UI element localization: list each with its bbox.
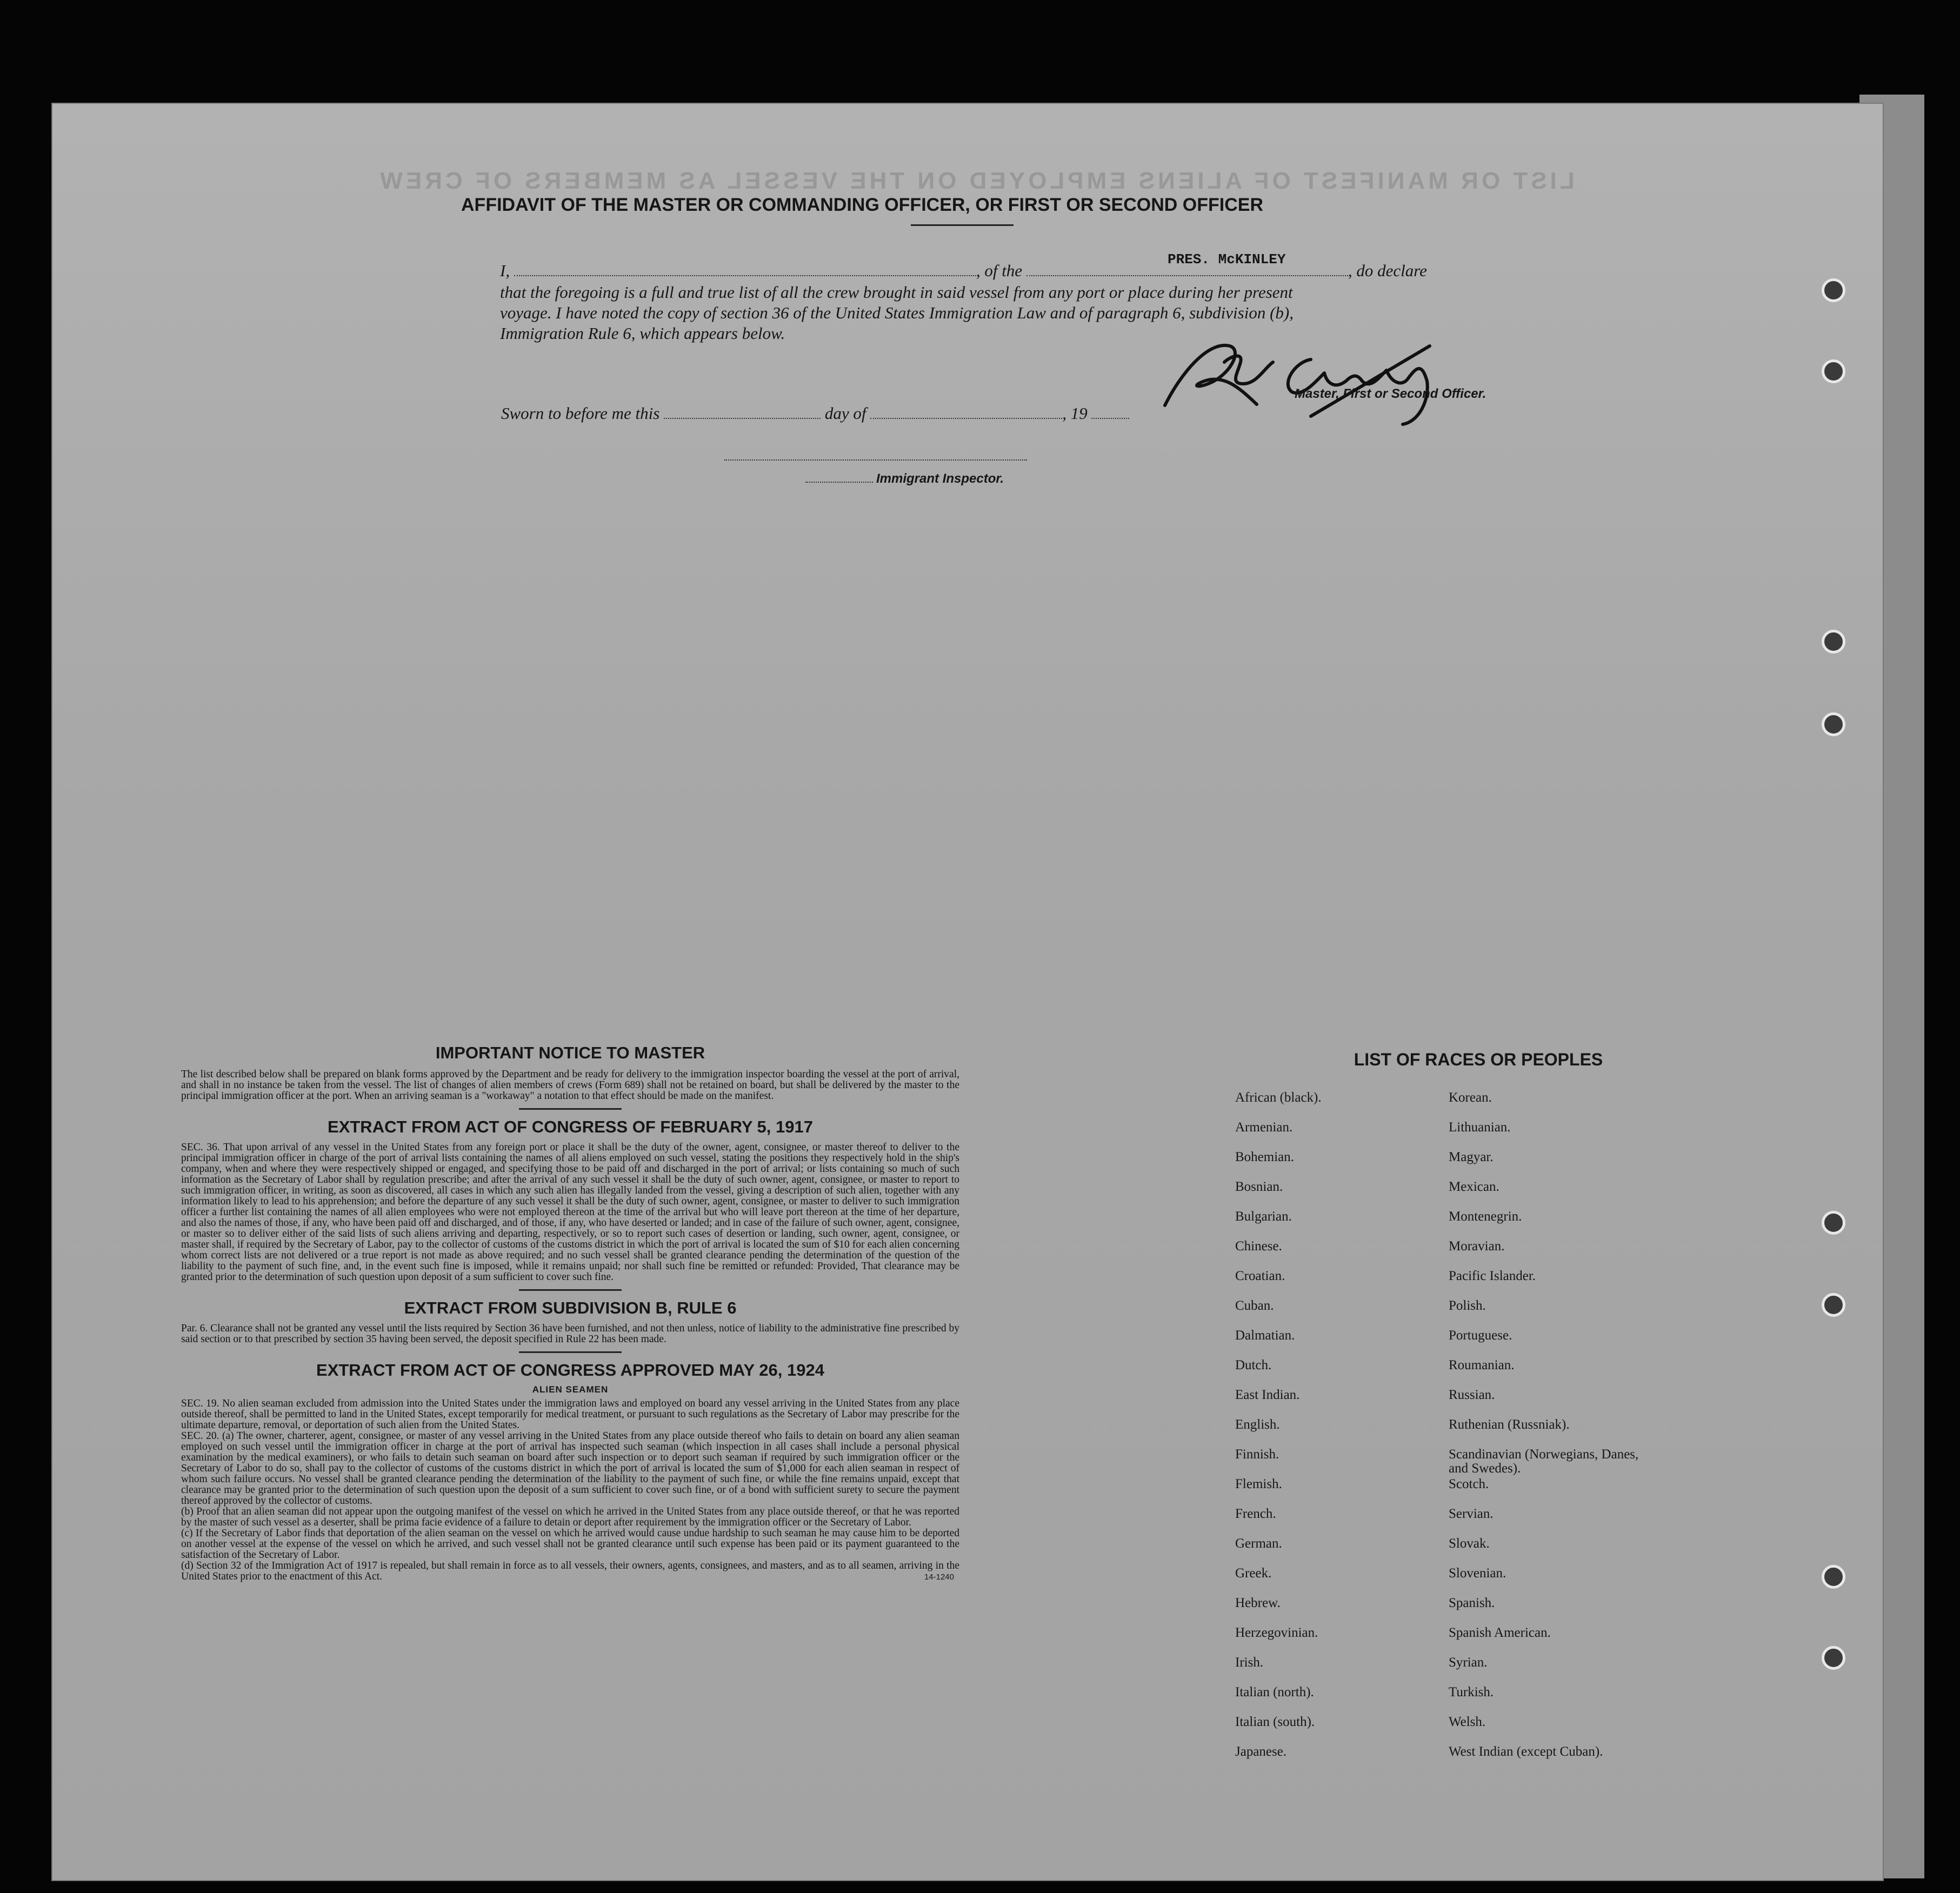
race-item: Dutch.: [1235, 1358, 1272, 1372]
do-declare-text: , do declare: [1348, 261, 1427, 280]
race-row: [1235, 1507, 1803, 1537]
extract-1924-sec20c: (c) If the Secretary of Labor finds that deportation of the alien seaman on the vessel on which he arrived would cause undue hardship to such seaman he may cause him to be deported on another vessel at the expense of the vessel on which he arrived, and such vessel shall not be granted clearance until such expense has been paid or its payment guaranteed to the satisfaction of the Secretary of Labor.: [181, 1528, 959, 1561]
notice-body: The list described below shall be prepared on blank forms approved by the Department and be ready for delivery to the immigration inspector boarding the vessel at the port of arrival, and shall in no instance be taken from the vessel. The list of changes of alien members of crews (Form 689) shall not be retained on board, but shall be delivered by the master to the principal immigration officer at the port. When an arriving seaman is a "workaway" a notation to that effect should be made on the manifest.: [181, 1069, 959, 1102]
affidavit-line-4: Immigration Rule 6, which appears below.: [500, 324, 785, 343]
races-list: [1235, 1091, 1803, 1775]
of-the-text: , of the: [976, 261, 1023, 280]
race-item: Portuguese.: [1449, 1328, 1512, 1343]
race-item: Bosnian.: [1235, 1179, 1283, 1194]
divider: [519, 1351, 622, 1353]
notice-title: IMPORTANT NOTICE TO MASTER: [435, 1043, 705, 1062]
extract-1924-sec20b: (b) Proof that an alien seaman did not appear upon the outgoing manifest of the vessel on which he arrived in the United States from any place outside thereof, or that he was reported by the master of such vessel as a deserter, shall be prima facie evidence of a failure to detain or deport after requirement by the immigration officer or the Secretary of Labor.: [181, 1506, 959, 1528]
race-item: Bulgarian.: [1235, 1209, 1292, 1224]
punch-hole: [1822, 1293, 1845, 1317]
race-item: German.: [1235, 1536, 1282, 1551]
race-item: Turkish.: [1449, 1685, 1494, 1699]
bleed-through-heading: LIST OR MANIFEST OF ALIENS EMPLOYED ON THE VESSEL AS MEMBERS OF CREW: [377, 168, 1575, 194]
title-rule: [911, 224, 1014, 226]
signature-label: Master, First or Second Officer.: [1295, 386, 1486, 401]
race-row: [1235, 1091, 1803, 1121]
race-item: East Indian.: [1235, 1388, 1300, 1402]
notices-column: [181, 1043, 959, 1582]
extract-1924-sec20a: SEC. 20. (a) The owner, charterer, agent, consignee, or master of any vessel arriving in the United States from any place outside thereof who fails to detain on board any alien seaman employed on such vessel until the immigration officer in charge at the port of arrival has inspected such seaman (which inspection in all cases shall include a personal physical examination by the medical examiners), or who fails to detain such seaman on board after such inspection or to deport such seaman if required by such immigration officer or the Secretary of Labor to do so, shall pay to the collector of customs of the customs district in which the port of arrival is located the sum of $1,000 for each alien seaman in respect of whom such failure occurs. No vessel shall be granted clearance pending the determination of the liability to the payment of such fine, or while the fine remains unpaid, except that clearance may be granted prior to the determination of such question upon the deposit of a sum sufficient to cover such fine, or of a bond with sufficient surety to secure the payment thereof approved by the collector of customs.: [181, 1430, 959, 1507]
extract-1917-title: EXTRACT FROM ACT OF CONGRESS OF FEBRUARY 5, 1917: [328, 1117, 813, 1136]
sworn-month-field[interactable]: [870, 418, 1062, 419]
race-row: [1235, 1477, 1803, 1507]
race-item: Lithuanian.: [1449, 1120, 1511, 1135]
affidavit-title: AFFIDAVIT OF THE MASTER OR COMMANDING OFFICER, OR FIRST OR SECOND OFFICER: [461, 195, 1263, 215]
race-item: Spanish.: [1449, 1596, 1495, 1610]
extract-1924-title: EXTRACT FROM ACT OF CONGRESS APPROVED MAY 26, 1924: [316, 1361, 824, 1379]
race-item: Hebrew.: [1235, 1596, 1281, 1610]
race-row: [1235, 1685, 1803, 1715]
race-row: [1235, 1715, 1803, 1745]
race-item: Welsh.: [1449, 1715, 1486, 1729]
race-item: English.: [1235, 1417, 1280, 1432]
race-item: West Indian (except Cuban).: [1449, 1744, 1603, 1759]
extract-1924-sec10: SEC. 19. No alien seaman excluded from admission into the United States under the immigration laws and employed on board any vessel arriving in the United States from any place outside thereof, shall be permitted to land in the United States, except temporarily for medical treatment, or pursuant to such regulations as the Secretary of Labor may prescribe for the ultimate departure, removal, or deportation of such alien from the United States.: [181, 1398, 959, 1431]
sworn-day-field[interactable]: [664, 418, 821, 419]
race-item: Russian.: [1449, 1388, 1495, 1402]
race-item: Servian.: [1449, 1507, 1494, 1521]
race-item: Montenegrin.: [1449, 1209, 1522, 1224]
affidavit-line-1: [500, 261, 1527, 281]
race-item: Irish.: [1235, 1655, 1264, 1670]
race-item: Croatian.: [1235, 1269, 1285, 1283]
form-number: 14-1240: [924, 1572, 954, 1582]
race-item: Scotch.: [1449, 1477, 1489, 1491]
race-row: [1235, 1299, 1803, 1329]
vessel-name-field[interactable]: [1026, 275, 1348, 276]
race-item: Finnish.: [1235, 1447, 1279, 1462]
race-item: Italian (north).: [1235, 1685, 1314, 1699]
extract-rule6-body: Par. 6. Clearance shall not be granted any vessel until the lists required by Section 36 have been furnished, and not then unless, notice of liability to the administrative fine prescribed by said section or to that prescribed by section 35 having been served, the deposit specified in Rule 22 has been made.: [181, 1323, 959, 1345]
race-row: [1235, 1388, 1803, 1418]
race-item: Ruthenian (Russniak).: [1449, 1417, 1570, 1432]
race-item: Cuban.: [1235, 1298, 1274, 1313]
race-item: Dalmatian.: [1235, 1328, 1295, 1343]
sworn-text: Sworn to before me this: [501, 404, 660, 423]
inspector-dots: [805, 482, 873, 483]
inspector-text: Immigrant Inspector.: [876, 471, 1004, 486]
race-item: Scandinavian (Norwegians, Danes, and Swedes).: [1449, 1447, 1639, 1476]
race-row: [1235, 1448, 1803, 1477]
alien-seamen-subtitle: ALIEN SEAMEN: [532, 1384, 609, 1395]
race-row: [1235, 1358, 1803, 1388]
race-row: [1235, 1626, 1803, 1656]
race-item: Bohemian.: [1235, 1150, 1295, 1164]
race-item: Italian (south).: [1235, 1715, 1315, 1729]
race-item: Flemish.: [1235, 1477, 1282, 1491]
divider: [519, 1289, 622, 1291]
race-item: African (black).: [1235, 1090, 1322, 1105]
race-row: [1235, 1269, 1803, 1299]
race-item: Roumanian.: [1449, 1358, 1515, 1372]
vessel-name: PRES. McKINLEY: [1168, 251, 1286, 268]
race-row: [1235, 1121, 1803, 1150]
race-row: [1235, 1537, 1803, 1567]
race-row: [1235, 1656, 1803, 1685]
race-row: [1235, 1567, 1803, 1596]
race-row: [1235, 1180, 1803, 1210]
race-item: French.: [1235, 1507, 1276, 1521]
race-row: [1235, 1329, 1803, 1358]
sworn-year-field[interactable]: [1091, 418, 1129, 419]
race-item: Herzegovinian.: [1235, 1625, 1318, 1640]
officer-name-field[interactable]: [514, 275, 976, 276]
race-item: Syrian.: [1449, 1655, 1488, 1670]
race-item: Spanish American.: [1449, 1625, 1551, 1640]
race-row: [1235, 1210, 1803, 1239]
race-item: Magyar.: [1449, 1150, 1494, 1164]
manifest-page: [51, 103, 1884, 1881]
officer-signature: [1149, 330, 1516, 427]
divider: [519, 1108, 622, 1110]
race-row: [1235, 1418, 1803, 1448]
race-item: Polish.: [1449, 1298, 1486, 1313]
race-item: Japanese.: [1235, 1744, 1287, 1759]
races-title: LIST OF RACES OR PEOPLES: [1354, 1050, 1603, 1069]
extract-rule6-title: EXTRACT FROM SUBDIVISION B, RULE 6: [404, 1298, 737, 1317]
punch-hole: [1822, 278, 1845, 302]
race-item: Slovak.: [1449, 1536, 1490, 1551]
sworn-line: [501, 403, 1204, 424]
punch-hole: [1822, 359, 1845, 383]
affidavit-line-3: voyage. I have noted the copy of section 36 of the United States Immigration Law and of paragraph 6, subdivision (b),: [500, 303, 1294, 322]
day-of-text: day of: [824, 404, 866, 423]
race-item: Mexican.: [1449, 1179, 1499, 1194]
punch-hole: [1822, 1646, 1845, 1670]
punch-hole: [1822, 1211, 1845, 1235]
race-item: Moravian.: [1449, 1239, 1505, 1254]
race-row: [1235, 1150, 1803, 1180]
affidavit-line-2: that the foregoing is a full and true list of all the crew brought in said vessel from any port or place during her present: [500, 283, 1293, 302]
race-item: Greek.: [1235, 1566, 1272, 1581]
race-item: Pacific Islander.: [1449, 1269, 1536, 1283]
affidavit-i: I,: [500, 261, 510, 280]
inspector-signature-line: [724, 459, 1027, 461]
race-row: [1235, 1239, 1803, 1269]
inspector-label: [805, 471, 1004, 486]
race-item: Korean.: [1449, 1090, 1492, 1105]
race-row: [1235, 1596, 1803, 1626]
race-item: Chinese.: [1235, 1239, 1282, 1254]
punch-hole: [1822, 712, 1845, 736]
race-row: [1235, 1745, 1803, 1775]
race-item: Slovenian.: [1449, 1566, 1506, 1581]
race-item: Armenian.: [1235, 1120, 1293, 1135]
extract-1924-sec20d: (d) Section 32 of the Immigration Act of 1917 is repealed, but shall remain in force as to all vessels, their owners, agents, consignees, and masters, and as to all seamen, arriving in the United States prior to the enactment of this Act.: [181, 1560, 959, 1582]
extract-1917-body: SEC. 36. That upon arrival of any vessel in the United States from any foreign port or place it shall be the duty of the owner, agent, consignee, or master thereof to deliver to the principal immigration officer in charge of the port of arrival lists containing the names of all aliens employed on such vessel, stating the positions they respectively hold in the ship's company, when and where they were respectively shipped or engaged, and specifying those to be paid off and discharged in the port of arrival; or lists containing so much of such information as the Secretary of Labor shall by regulation prescribe; and after the arrival of any such vessel it shall be the duty of such owner, agent, consignee, or master to report to such immigration officer, in writing, as soon as discovered, all cases in which any such alien has illegally landed from the vessel, giving a description of such alien, together with any information likely to lead to his apprehension; and before the departure of any such vessel it shall be the duty of such owner, agent, consignee, or master to deliver to such immigration officer a further list containing the names of all alien employees who were not employed thereon at the time of the arrival but who will leave port thereon at the time of her departure, and also the names of those, if any, who have been paid off and discharged, and of those, if any, who have deserted or landed; and in case of the failure of such owner, agent, consignee, or master so to deliver either of the said lists of such aliens arriving and departing, respectively, or so to report such cases of desertion or landing, such owner, agent, consignee, or master shall, if required by the Secretary of Labor, pay to the collector of customs of the customs district in which the port of arrival is located the sum of $10 for each alien concerning whom correct lists are not delivered or a true report is not made as above required; and no such vessel shall be granted clearance pending the determination of the question of the liability to the payment of such fine, and, in the event such fine is imposed, while it remains unpaid; nor shall such fine be remitted or refunded: Provided, That clearance may be granted prior to the determination of such question upon deposit of a sum sufficient to cover such fine.: [181, 1142, 959, 1283]
year-text: , 19: [1062, 404, 1088, 423]
punch-hole: [1822, 1565, 1845, 1589]
punch-hole: [1822, 630, 1845, 654]
